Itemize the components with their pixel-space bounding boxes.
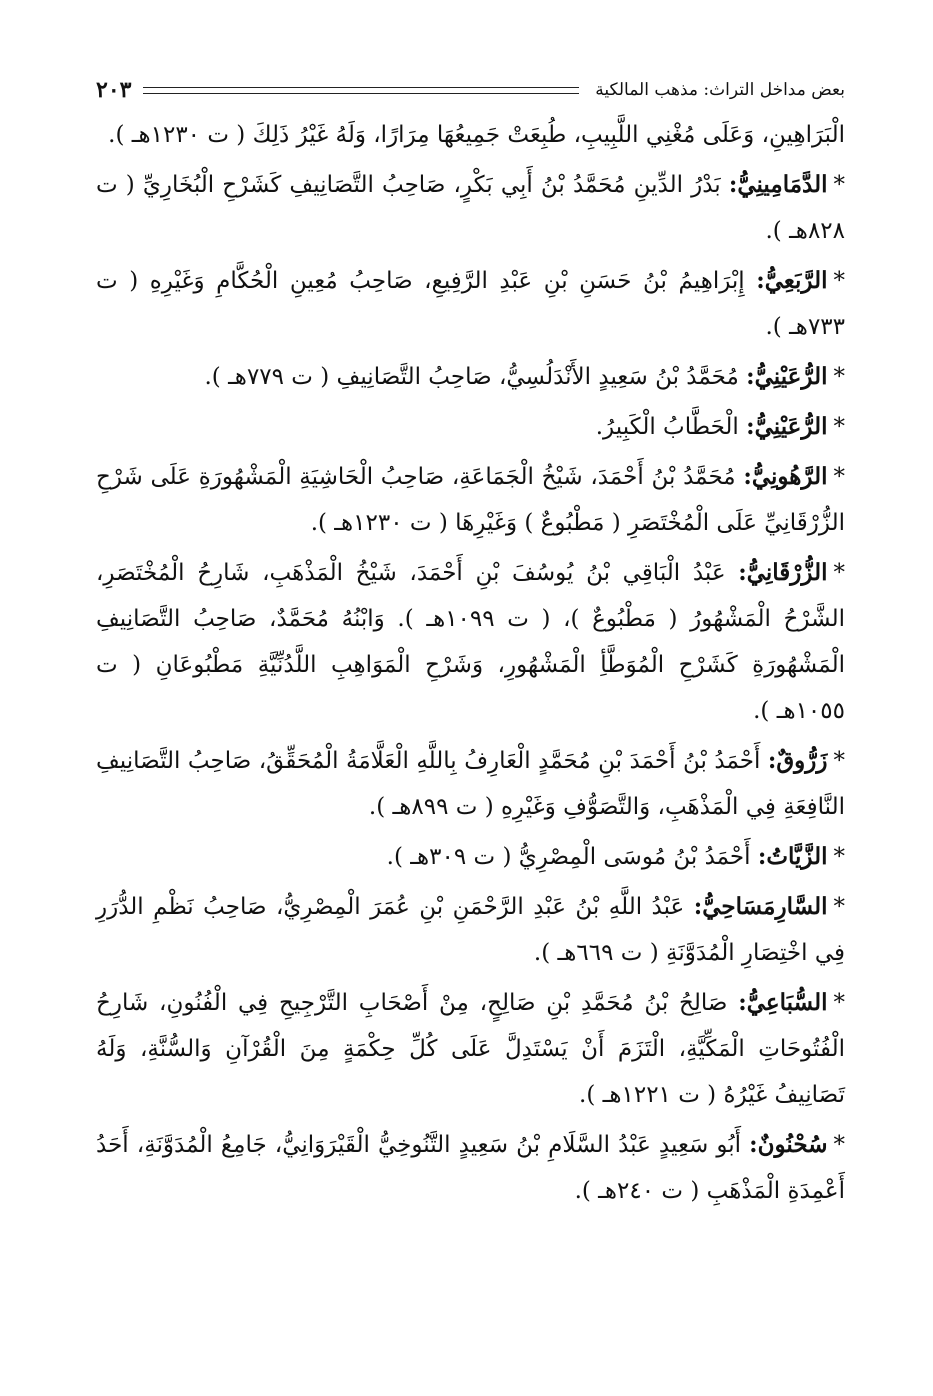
entry-body: إِبْرَاهِيمُ بْنُ حَسَنِ بْنِ عَبْدِ الرَّفِيعِ، صَاحِبُ مُعِينِ الْحُكَّامِ وَغَيْرِهِ ( ت ٧٣٣هـ ). <box>96 268 845 340</box>
entry-head: الرَّهُونِيُّ: <box>743 463 828 490</box>
entry-sahnun <box>96 1122 845 1214</box>
entry-body: مُحَمَّدُ بْنُ سَعِيدٍ الأَنْدَلُسِيُّ، صَاحِبُ التَّصَانِيفِ ( ت ٧٧٩هـ ). <box>204 364 747 390</box>
entry-body: صَالِحُ بْنُ مُحَمَّدِ بْنِ صَالِحٍ، مِنْ أَصْحَابِ التَّرْجِيحِ فِي الْفُنُونِ، شَارِحُ الْفُتُوحَاتِ الْمَكِّيَّةِ، الْتَزَمَ أَنْ يَسْتَدِلَّ عَلَى كُلِّ حِكْمَةٍ مِنَ الْقُرْآنِ وَالسُّنَّةِ، وَلَهُ تَصَانِيفُ غَيْرُهُ ( ت ١٢٢١هـ ). <box>96 990 845 1108</box>
entry-body: عَبْدُ اللَّهِ بْنُ عَبْدِ الرَّحْمَنِ بْنِ عُمَرَ الْمِصْرِيُّ، صَاحِبُ نَظْمِ الدُّرَرِ فِي اخْتِصَارِ الْمُدَوَّنَةِ ( ت ٦٦٩هـ ). <box>96 894 845 966</box>
entry-head: الزُّرْقَانِيُّ: <box>738 559 828 586</box>
entry-ruayni-1 <box>96 354 845 400</box>
entry-ruayni-2 <box>96 404 845 450</box>
entry-star: * <box>833 464 845 490</box>
entry-head: الرُّعَيْنِيُّ: <box>746 413 828 440</box>
running-head <box>96 70 845 110</box>
entry-body: عَبْدُ الْبَاقِي بْنُ يُوسُفَ بْنِ أَحْمَدَ، شَيْخُ الْمَذْهَبِ، شَارِحُ الْمُخْتَصَرِ، الشَّرْحُ الْمَشْهُورُ ( مَطْبُوعٌ )، ( ت ١٠٩٩هـ ). وَابْنُهُ مُحَمَّدٌ، صَاحِبُ التَّصَانِيفِ الْمَشْهُورَةِ كَشَرْحِ الْمُوَطَّأِ الْمَشْهُورِ، وَشَرْحِ الْمَوَاهِبِ اللَّدُنِّيَّةِ مَطْبُوعَانِ ( ت ١٠٥٥هـ ). <box>96 560 845 724</box>
entry-head: الرُّعَيْنِيُّ: <box>746 363 828 390</box>
entry-head: الدَّمَامِينِيُّ: <box>728 171 828 198</box>
continued-paragraph: الْبَرَاهِينِ، وَعَلَى مُغْنِي اللَّبِيبِ، طُبِعَتْ جَمِيعُهَا مِرَارًا، وَلَهُ غَيْرُ ذَلِكَ ( ت ١٢٣٠هـ ). <box>108 122 845 148</box>
entry-star: * <box>833 560 845 586</box>
entry-star: * <box>833 844 845 870</box>
entry-star: * <box>833 268 845 294</box>
page-number: ٢٠٣ <box>96 77 132 103</box>
entry-star: * <box>833 748 845 774</box>
running-head-rule <box>143 87 579 94</box>
entry-body: أَحْمَدُ بْنُ مُوسَى الْمِصْرِيُّ ( ت ٣٠٩هـ ). <box>386 844 758 870</box>
entry-star: * <box>833 414 845 440</box>
entry-zayyat <box>96 834 845 880</box>
entry-star: * <box>833 1132 845 1158</box>
entry-body: بَدْرُ الدِّينِ مُحَمَّدُ بْنُ أَبِي بَكْرٍ، صَاحِبُ التَّصَانِيفِ كَشَرْحِ الْبُخَارِيِّ ( ت ٨٢٨هـ ). <box>96 172 845 244</box>
entry-rabai <box>96 258 845 350</box>
entry-damamini <box>96 162 845 254</box>
entry-body: أَبُو سَعِيدٍ عَبْدُ السَّلَامِ بْنُ سَعِيدٍ التَّنُوخِيُّ الْقَيْرَوَانِيُّ، جَامِعُ الْمُدَوَّنَةِ، أَحَدُ أَعْمِدَةِ الْمَذْهَبِ ( ت ٢٤٠هـ ). <box>96 1132 845 1204</box>
entry-sarimasahi <box>96 884 845 976</box>
entry-star: * <box>833 364 845 390</box>
entry-head: سُحْنُونٌ: <box>749 1131 828 1158</box>
entry-head: الزَّيَّاتُ: <box>757 843 828 870</box>
entry-star: * <box>833 990 845 1016</box>
running-head-title: بعض مداخل التراث: مذهب المالكية <box>595 80 845 100</box>
entry-zarruq <box>96 738 845 830</box>
entry-head: السَّارِمَسَاحِيُّ: <box>693 893 828 920</box>
book-page <box>96 70 845 1366</box>
entry-body: الْحَطَّابُ الْكَبِيرُ. <box>595 414 747 440</box>
entry-rahuni <box>96 454 845 546</box>
entry-head: السُّبَاعِيُّ: <box>738 989 828 1016</box>
entry-star: * <box>833 894 845 920</box>
entry-body: مُحَمَّدُ بْنُ أَحْمَدَ، شَيْخُ الْجَمَاعَةِ، صَاحِبُ الْحَاشِيَةِ الْمَشْهُورَةِ عَلَى شَرْحِ الزُّرْقَانِيِّ عَلَى الْمُخْتَصَرِ ( مَطْبُوعٌ ) وَغَيْرِهَا ( ت ١٢٣٠هـ ). <box>96 464 845 536</box>
entry-zurqani <box>96 550 845 734</box>
entry-head: زَرُّوقٌ: <box>767 747 828 774</box>
entry-head: الرَّبَعِيُّ: <box>756 267 828 294</box>
entry-star: * <box>833 172 845 198</box>
entry-body: أَحْمَدُ بْنُ أَحْمَدَ بْنِ مُحَمَّدٍ الْعَارِفُ بِاللَّهِ الْعَلَّامَةُ الْمُحَقِّقُ، صَاحِبُ التَّصَانِيفِ النَّافِعَةِ فِي الْمَذْهَبِ، وَالتَّصَوُّفِ وَغَيْرِهِ ( ت ٨٩٩هـ ). <box>96 748 845 820</box>
entry-subai <box>96 980 845 1118</box>
